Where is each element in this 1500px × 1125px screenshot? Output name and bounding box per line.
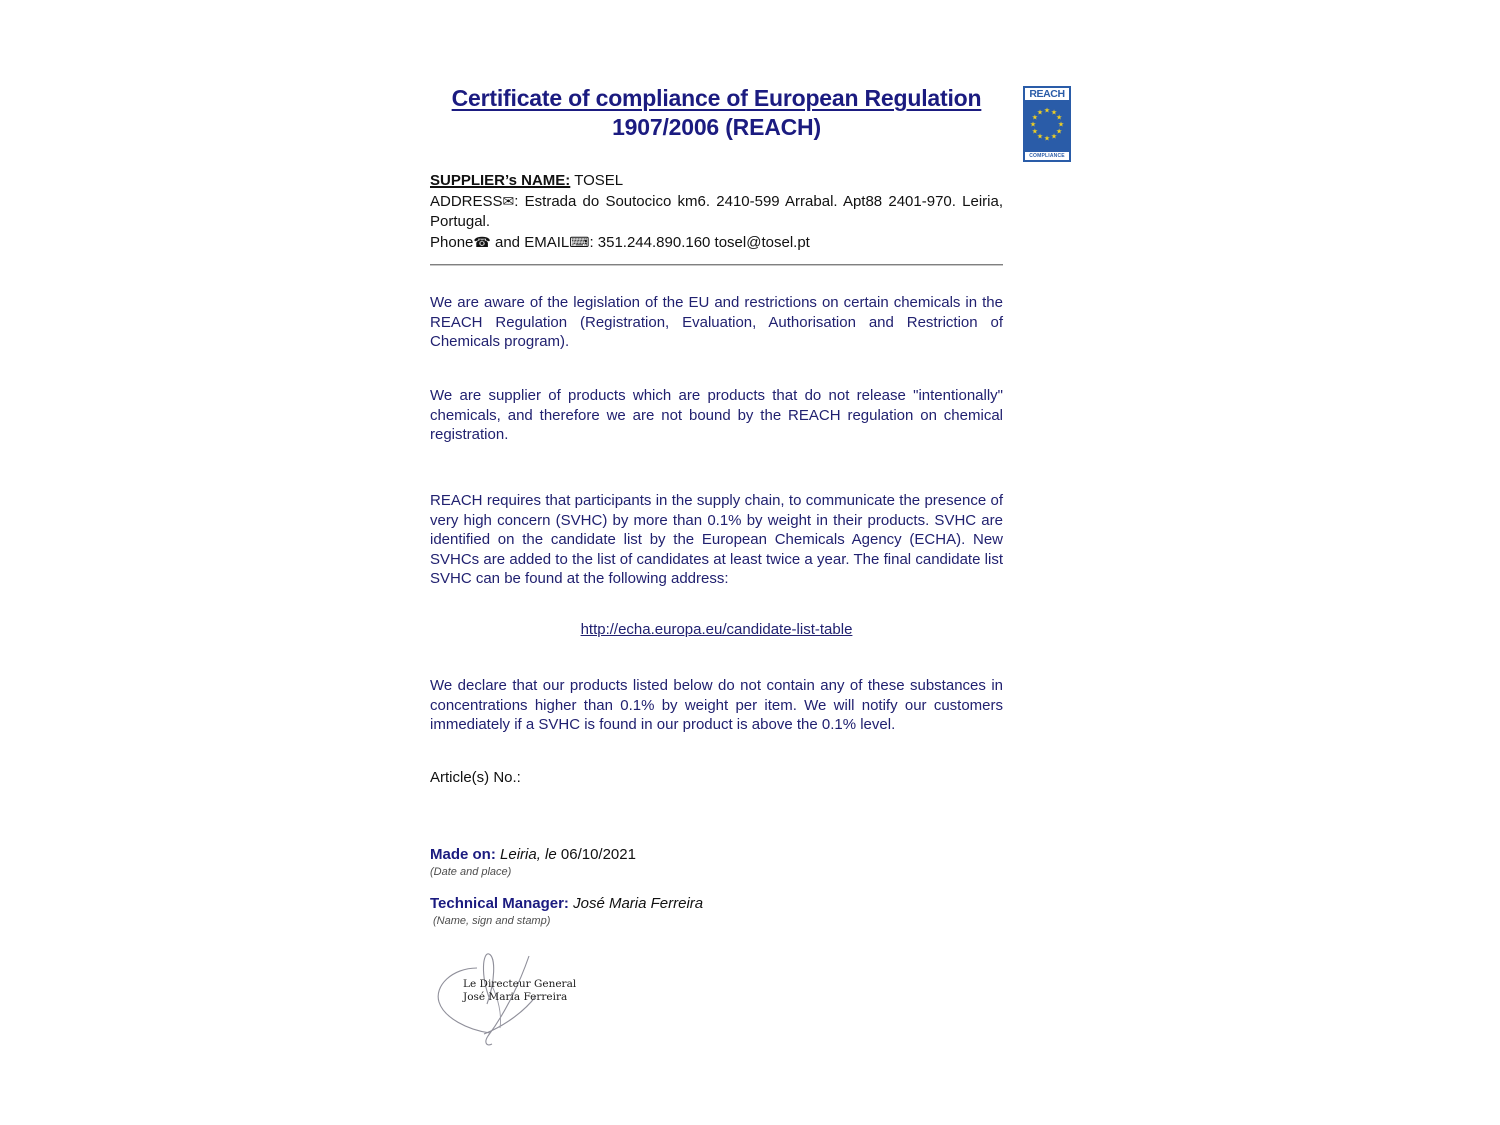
title-line-1: Certificate of compliance of European Regulation — [451, 85, 982, 111]
paragraph-declaration: We declare that our products listed below do not contain any of these substances in concentrations higher than 0.1% by weight per item. We will notify our customers immediately if a SVHC is found in our product is above the 0.1% level. — [430, 677, 1003, 733]
svg-text:★: ★ — [1043, 107, 1051, 115]
svg-text:★: ★ — [1031, 114, 1039, 122]
document-body — [430, 0, 1003, 1125]
made-on-date: 06/10/2021 — [556, 846, 636, 863]
computer-icon: ⌨ — [569, 234, 590, 250]
technical-manager-line — [430, 895, 1003, 912]
signature-scrawl — [430, 940, 650, 1070]
phone-icon: ☎ — [473, 234, 491, 250]
made-on-label: Made on: — [430, 846, 496, 863]
svg-text:★: ★ — [1043, 135, 1051, 143]
envelope-icon: ✉ — [502, 193, 515, 209]
address-value: : Estrada do Soutocico km6. 2410-599 Arrabal. Apt88 2401-970. Leiria, Portugal. — [430, 193, 1003, 230]
supplier-name-label: SUPPLIER’s NAME: — [430, 172, 571, 189]
email-label: and EMAIL — [490, 234, 570, 251]
articles-number-label: Article(s) No.: — [430, 769, 521, 786]
signature-area — [430, 940, 650, 1070]
eu-stars-field — [1025, 102, 1069, 150]
eu-stars — [1025, 103, 1069, 147]
title-line-2: 1907/2006 (REACH) — [612, 114, 821, 140]
candidate-list-link[interactable]: http://echa.europa.eu/candidate-list-table — [580, 621, 853, 638]
phone-label: Phone — [430, 234, 474, 251]
paragraph-awareness: We are aware of the legislation of the EU and restrictions on certain chemicals in the REACH Regulation (Registration, Evaluation, Authorisation and Restriction of Chemicals program). — [430, 294, 1003, 350]
svg-text:★: ★ — [1050, 109, 1058, 117]
made-on-line — [430, 846, 1003, 863]
address-label: ADDRESS — [430, 193, 503, 210]
page-title — [430, 84, 1003, 142]
svg-text:★: ★ — [1055, 114, 1063, 122]
svg-text:★: ★ — [1029, 121, 1037, 129]
supplier-block — [430, 171, 1003, 253]
reach-logo-title: REACH — [1025, 88, 1069, 102]
separator-rule — [430, 264, 1003, 266]
paragraph-svhc-requirements: REACH requires that participants in the supply chain, to communicate the presence of very high concern (SVHC) by more than 0.1% by weight in their products. SVHC are identified on the candidate list by the European Chemicals Agency (ECHA). New SVHCs are added to the list of candidates at least twice a year. The final candidate list SVHC can be found at the following address: — [430, 492, 1003, 587]
stamp-line-1: Le Directeur General — [463, 978, 577, 990]
svg-text:★: ★ — [1036, 133, 1044, 141]
candidate-list-link-line — [430, 621, 1003, 639]
reach-compliance-logo — [1023, 86, 1071, 162]
made-on-place: Leiria, le — [495, 846, 557, 863]
svg-text:★: ★ — [1057, 121, 1065, 129]
supplier-name-value: TOSEL — [570, 172, 624, 189]
svg-text:★: ★ — [1050, 133, 1058, 141]
stamp-line-2: José Maria Ferreira — [463, 990, 568, 1003]
stamp-text — [463, 978, 576, 1003]
svg-text:★: ★ — [1031, 128, 1039, 136]
paragraph-supplier-statement: We are supplier of products which are products that do not release "intentionally" chemicals, and therefore we are not bound by the REACH regulation on chemical registration. — [430, 387, 1003, 443]
svg-text:★: ★ — [1055, 128, 1063, 136]
svg-text:★: ★ — [1036, 109, 1044, 117]
technical-manager-label: Technical Manager: — [430, 895, 569, 912]
name-sign-stamp-note: (Name, sign and stamp) — [433, 915, 551, 927]
reach-logo-compliance-label: COMPLIANCE — [1025, 150, 1069, 160]
phone-email-value: : 351.244.890.160 tosel@tosel.pt — [589, 234, 810, 251]
technical-manager-name: José Maria Ferreira — [568, 895, 704, 912]
date-place-note: (Date and place) — [430, 866, 512, 878]
